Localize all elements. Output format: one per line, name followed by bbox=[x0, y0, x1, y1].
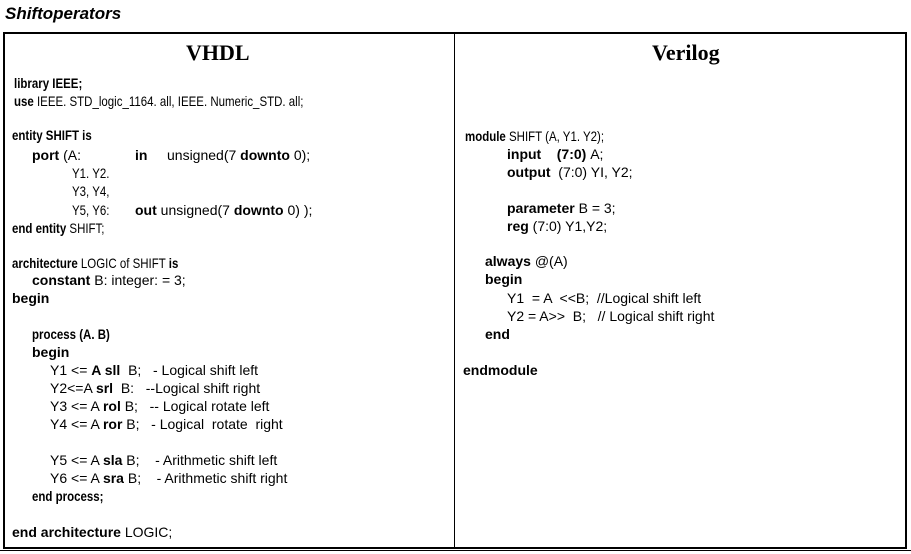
vhdl-line bbox=[12, 290, 49, 307]
code-text: B; - Logical shift left bbox=[120, 362, 259, 378]
code-text: (7:0) YI, Y2; bbox=[550, 164, 633, 180]
code-keyword: begin bbox=[485, 271, 523, 287]
code-keyword: input (7:0) bbox=[507, 146, 591, 162]
code-text: B; -- Logical rotate left bbox=[120, 398, 270, 414]
code-keyword: end bbox=[485, 326, 510, 342]
code-keyword: end process; bbox=[32, 488, 104, 504]
verilog-heading: Verilog bbox=[652, 40, 720, 65]
code-keyword: always bbox=[485, 253, 535, 269]
bottom-rule bbox=[0, 550, 911, 551]
code-text: Y3, Y4, bbox=[72, 183, 110, 199]
vhdl-line bbox=[12, 127, 92, 144]
verilog-line bbox=[463, 362, 538, 379]
code-text: Y1. Y2. bbox=[72, 165, 110, 181]
code-text: Y2<=A bbox=[50, 380, 96, 396]
vhdl-line bbox=[12, 220, 104, 237]
vhdl-line bbox=[50, 380, 260, 397]
code-text: 0) ); bbox=[283, 202, 313, 218]
code-text: 0); bbox=[289, 147, 311, 163]
verilog-line bbox=[507, 164, 633, 181]
code-keyword: endmodule bbox=[463, 362, 538, 378]
code-text: Y1 <= bbox=[50, 362, 92, 378]
vhdl-line bbox=[50, 362, 258, 379]
code-text: SHIFT; bbox=[69, 220, 105, 236]
vhdl-line bbox=[50, 470, 287, 487]
code-text: LOGIC; bbox=[124, 524, 173, 540]
vhdl-line bbox=[135, 202, 312, 219]
code-keyword: rol bbox=[102, 398, 121, 414]
code-keyword: downto bbox=[240, 147, 290, 163]
vhdl-line bbox=[135, 147, 147, 164]
verilog-line bbox=[485, 326, 510, 343]
code-text: Y5, Y6: bbox=[72, 202, 110, 218]
code-text: Y3 <= A bbox=[50, 398, 103, 414]
vhdl-line bbox=[14, 75, 82, 92]
code-keyword: out bbox=[135, 202, 157, 218]
code-keyword: architecture bbox=[12, 255, 81, 271]
code-keyword: module bbox=[465, 128, 510, 144]
vhdl-line bbox=[12, 524, 172, 541]
code-text: unsigned(7 bbox=[167, 147, 241, 163]
code-keyword: sra bbox=[102, 470, 124, 486]
vhdl-line bbox=[167, 147, 310, 164]
code-text: LOGIC of SHIFT bbox=[80, 255, 169, 271]
vhdl-line bbox=[32, 488, 103, 505]
verilog-line bbox=[465, 128, 604, 145]
code-keyword: library IEEE; bbox=[14, 75, 83, 91]
vhdl-line bbox=[50, 398, 269, 415]
code-keyword: port bbox=[32, 147, 60, 163]
vhdl-line bbox=[14, 93, 303, 110]
code-text: (7:0) Y1,Y2; bbox=[528, 218, 608, 234]
code-keyword: A sll bbox=[91, 362, 121, 378]
code-text: SHIFT (A, Y1. Y2); bbox=[509, 128, 605, 144]
code-text: B: --Logical shift right bbox=[113, 380, 261, 396]
vhdl-line bbox=[32, 272, 186, 289]
vhdl-line bbox=[72, 183, 109, 200]
page-title: Shiftoperators bbox=[5, 4, 122, 23]
code-keyword: ror bbox=[102, 416, 123, 432]
vhdl-line bbox=[32, 344, 69, 361]
code-text: (A: bbox=[59, 147, 81, 163]
code-text: Y1 = A <<B; //Logical shift left bbox=[507, 290, 702, 306]
verilog-line bbox=[507, 200, 616, 217]
code-text: IEEE. STD_logic_1164. all, IEEE. Numeric_STD. all; bbox=[36, 93, 304, 109]
code-keyword: begin bbox=[32, 344, 70, 360]
column-divider bbox=[454, 32, 455, 549]
vhdl-line bbox=[32, 326, 110, 343]
code-keyword: srl bbox=[95, 380, 114, 396]
code-text: Y6 <= A bbox=[50, 470, 103, 486]
code-text: B; - Logical rotate right bbox=[122, 416, 283, 432]
code-text: A; bbox=[590, 146, 604, 162]
code-keyword: constant bbox=[32, 272, 95, 288]
code-text: @(A) bbox=[534, 253, 568, 269]
code-keyword: entity SHIFT is bbox=[12, 127, 92, 143]
vhdl-heading: VHDL bbox=[186, 40, 250, 65]
vhdl-line bbox=[32, 147, 81, 164]
code-keyword: end architecture bbox=[12, 524, 125, 540]
vhdl-line bbox=[50, 416, 283, 433]
code-text: unsigned(7 bbox=[156, 202, 234, 218]
vhdl-line bbox=[12, 255, 178, 272]
code-keyword: sla bbox=[102, 452, 123, 468]
verilog-line bbox=[507, 308, 714, 325]
code-keyword: output bbox=[507, 164, 551, 180]
code-text: B = 3; bbox=[578, 200, 616, 216]
code-keyword: reg bbox=[507, 218, 529, 234]
code-keyword: in bbox=[135, 147, 148, 163]
code-keyword: begin bbox=[12, 290, 50, 306]
code-text: Y5 <= A bbox=[50, 452, 103, 468]
verilog-line bbox=[507, 218, 607, 235]
code-text: B: integer: = 3; bbox=[94, 272, 186, 288]
code-keyword: process (A. B) bbox=[32, 326, 110, 342]
verilog-line bbox=[485, 271, 522, 288]
code-text: Y4 <= A bbox=[50, 416, 103, 432]
verilog-line bbox=[507, 290, 701, 307]
code-keyword: end entity bbox=[12, 220, 70, 236]
code-text: Y2 = A>> B; // Logical shift right bbox=[507, 308, 715, 324]
code-keyword: downto bbox=[233, 202, 284, 218]
code-keyword: use bbox=[14, 93, 37, 109]
vhdl-line bbox=[72, 202, 109, 219]
code-text: B; - Arithmetic shift right bbox=[123, 470, 288, 486]
code-text: B; - Arithmetic shift left bbox=[122, 452, 278, 468]
code-keyword: is bbox=[168, 255, 179, 271]
verilog-line bbox=[507, 146, 603, 163]
code-keyword: parameter bbox=[507, 200, 579, 216]
verilog-line bbox=[485, 253, 568, 270]
vhdl-line bbox=[50, 452, 277, 469]
vhdl-line bbox=[72, 165, 109, 182]
